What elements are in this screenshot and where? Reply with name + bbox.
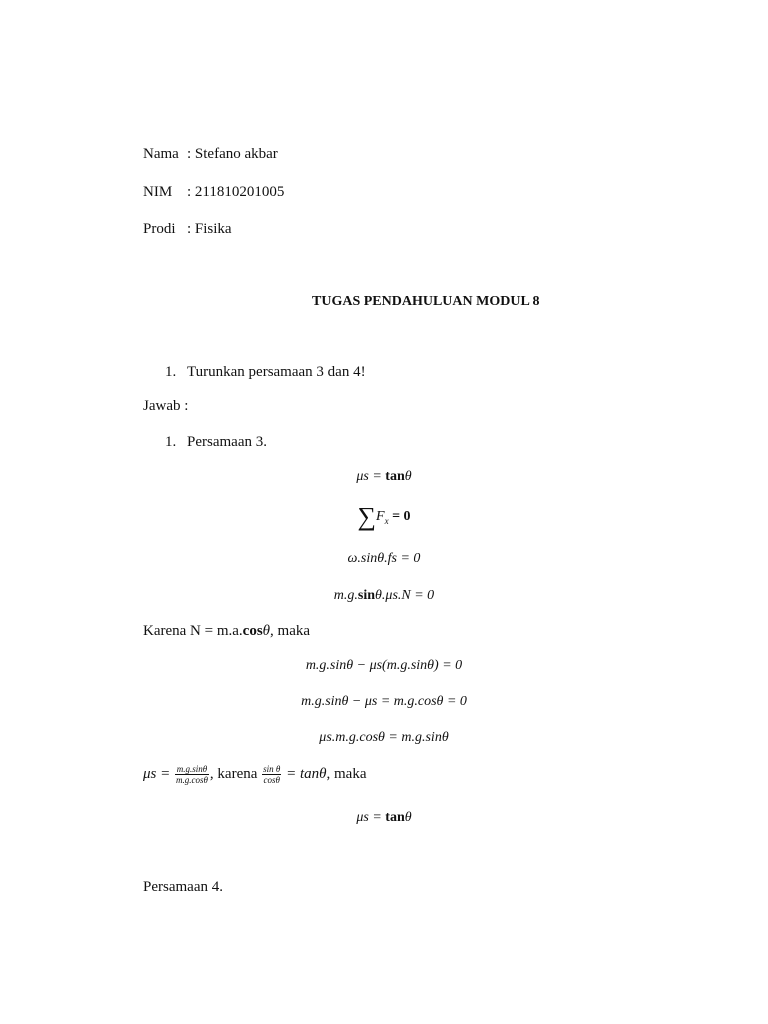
question-number: 1. bbox=[165, 364, 177, 380]
equation-8: μs = tanθ bbox=[356, 810, 412, 825]
document-title: TUGAS PENDAHULUAN MODUL 8 bbox=[312, 294, 540, 309]
prodi-row bbox=[143, 221, 232, 238]
sigma-symbol: ∑ bbox=[357, 502, 376, 531]
equation-2: $\sum F_x = 0$ bbox=[357, 502, 411, 531]
nama-label: Nama bbox=[143, 146, 179, 162]
fraction-1: $\frac{m.g.\sin\theta}{m.g.\cos\theta}$ bbox=[176, 764, 208, 785]
equation-1: μs = tanθ bbox=[356, 469, 412, 484]
answer-label: Jawab : bbox=[143, 398, 189, 414]
equation-5: m.g.sinθ − μs(m.g.sinθ) = 0 bbox=[305, 658, 463, 673]
sub-item bbox=[165, 434, 267, 451]
equation-6: m.g.sinθ − μs = m.g.cosθ = 0 bbox=[301, 694, 467, 709]
equation-7: μs.m.g.cosθ = m.g.sinθ bbox=[319, 730, 449, 745]
nama-row bbox=[143, 146, 278, 163]
question-text: Turunkan persamaan 3 dan 4! bbox=[187, 364, 366, 380]
persamaan-4-heading: Persamaan 4. bbox=[143, 879, 223, 895]
karena-line: Karena N = m.a.cosθ, maka bbox=[143, 623, 311, 639]
nim-row bbox=[143, 184, 284, 201]
equation-4: m.g.sinθ.μs.N = 0 bbox=[333, 588, 435, 603]
nim-value: : 211810201005 bbox=[187, 184, 285, 200]
question-item bbox=[165, 364, 366, 381]
equation-3: ω.sinθ.fs = 0 bbox=[347, 551, 421, 566]
fraction-2: $\frac{\text{sin θ}}{\cos\theta}$ bbox=[263, 764, 281, 785]
prodi-label: Prodi bbox=[143, 221, 176, 237]
sub-item-number: 1. bbox=[165, 434, 177, 450]
nama-value: : Stefano akbar bbox=[187, 146, 278, 162]
fraction-line: μs = $\frac{m.g.\sin\theta}{m.g.\cos\theta}$ , karena $\frac{\text{sin θ}}{\cos\theta}$ = tanθ, maka bbox=[143, 764, 367, 785]
sub-item-text: Persamaan 3. bbox=[187, 434, 267, 450]
nim-label: NIM bbox=[143, 184, 173, 200]
prodi-value: : Fisika bbox=[187, 221, 232, 237]
